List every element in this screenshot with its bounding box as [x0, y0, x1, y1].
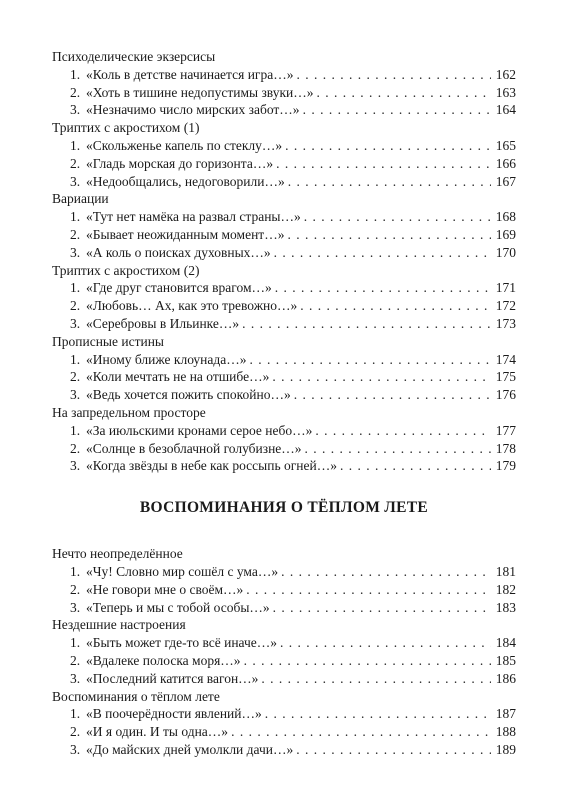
entry-title: «Гладь морская до горизонта…»: [86, 155, 274, 171]
toc-entry: [52, 634, 516, 652]
dot-leader: [280, 634, 491, 652]
entry-page-number: 167: [495, 173, 516, 189]
entry-title: «За июльскими кронами серое небо…»: [86, 422, 313, 438]
entry-number: 3.: [70, 599, 81, 615]
toc-entry: [52, 386, 516, 404]
entry-title: «Бывает неожиданным момент…»: [86, 226, 285, 242]
toc-entry: [52, 670, 516, 688]
dot-leader: [340, 457, 491, 475]
dot-leader: [315, 422, 491, 440]
entry-number: 1.: [70, 137, 81, 153]
entry-number: 1.: [70, 209, 81, 225]
section-heading: ВОСПОМИНАНИЯ О ТЁПЛОМ ЛЕТЕ: [139, 499, 429, 517]
dot-leader: [242, 315, 491, 333]
toc-section-title: Воспоминания о тёплом лете: [52, 688, 220, 704]
entry-title: «Когда звёзды в небе как россыпь огней…»: [86, 458, 337, 474]
toc-entry: [52, 208, 516, 226]
dot-leader: [265, 705, 491, 723]
toc-section-title: Нездешние настроения: [52, 617, 186, 633]
entry-number: 3.: [70, 315, 81, 331]
entry-title: «Теперь и мы с тобой особы…»: [86, 599, 270, 615]
entry-number: 2.: [70, 581, 81, 597]
entry-page-number: 185: [495, 652, 516, 668]
entry-page-number: 171: [495, 280, 516, 296]
entry-number: 2.: [70, 369, 81, 385]
toc-section-title: На запредельном просторе: [52, 404, 206, 420]
dot-leader: [285, 137, 491, 155]
entry-page-number: 162: [495, 66, 516, 82]
entry-page-number: 184: [495, 635, 516, 651]
entry-title: «Коли мечтать не на отшибе…»: [86, 369, 270, 385]
entry-title: «Коль в детстве начинается игра…»: [86, 66, 294, 82]
dot-leader: [276, 155, 491, 173]
entry-title: «Быть может где-то всё иначе…»: [86, 635, 278, 651]
toc-part-2: [52, 545, 516, 759]
dot-leader: [281, 563, 491, 581]
dot-leader: [275, 279, 491, 297]
entry-number: 3.: [70, 102, 81, 118]
toc-entry: [52, 173, 516, 191]
toc-entry: [52, 563, 516, 581]
entry-title: «Ведь хочется пожить спокойно…»: [86, 387, 291, 403]
toc-entry: [52, 741, 516, 759]
entry-number: 2.: [70, 226, 81, 242]
toc-section-title: Триптих с акростихом (2): [52, 262, 200, 278]
entry-number: 1.: [70, 351, 81, 367]
toc-entry: [52, 705, 516, 723]
entry-title: «А коль о поисках духовных…»: [86, 244, 271, 260]
toc-part-1: [52, 48, 516, 475]
entry-title: «Солнце в безоблачной голубизне…»: [86, 440, 302, 456]
toc-entry: [52, 652, 516, 670]
entry-title: «Иному ближе клоунада…»: [86, 351, 247, 367]
entry-number: 1.: [70, 422, 81, 438]
dot-leader: [300, 297, 491, 315]
dot-leader: [287, 226, 491, 244]
table-of-contents: [52, 48, 516, 759]
dot-leader: [246, 581, 491, 599]
dot-leader: [296, 741, 491, 759]
entry-page-number: 177: [495, 422, 516, 438]
entry-page-number: 183: [495, 599, 516, 615]
entry-page-number: 189: [495, 741, 516, 757]
entry-page-number: 170: [495, 244, 516, 260]
entry-page-number: 166: [495, 155, 516, 171]
toc-entry: [52, 101, 516, 119]
entry-number: 3.: [70, 387, 81, 403]
entry-number: 3.: [70, 670, 81, 686]
entry-number: 2.: [70, 84, 81, 100]
entry-page-number: 165: [495, 137, 516, 153]
dot-leader: [273, 599, 491, 617]
entry-title: «Тут нет намёка на развал страны…»: [86, 209, 301, 225]
entry-page-number: 178: [495, 440, 516, 456]
entry-page-number: 172: [495, 298, 516, 314]
entry-page-number: 179: [495, 458, 516, 474]
toc-entry: [52, 599, 516, 617]
dot-leader: [272, 368, 491, 386]
entry-title: «В поочерёдности явлений…»: [86, 706, 262, 722]
entry-title: «И я один. И ты одна…»: [86, 724, 229, 740]
entry-number: 3.: [70, 741, 81, 757]
toc-entry: [52, 723, 516, 741]
entry-number: 2.: [70, 298, 81, 314]
entry-page-number: 186: [495, 670, 516, 686]
toc-entry: [52, 440, 516, 458]
entry-number: 2.: [70, 652, 81, 668]
dot-leader: [317, 84, 491, 102]
entry-title: «Последний катится вагон…»: [86, 670, 259, 686]
entry-page-number: 182: [495, 581, 516, 597]
entry-title: «Чу! Словно мир сошёл с ума…»: [86, 563, 279, 579]
entry-title: «Любовь… Ах, как это тревожно…»: [86, 298, 298, 314]
entry-number: 1.: [70, 563, 81, 579]
dot-leader: [261, 670, 491, 688]
toc-section-title: Триптих с акростихом (1): [52, 120, 200, 136]
entry-title: «Недообщались, недоговорили…»: [86, 173, 285, 189]
toc-entry: [52, 315, 516, 333]
entry-title: «Вдалеке полоска моря…»: [86, 652, 241, 668]
toc-entry: [52, 155, 516, 173]
entry-page-number: 169: [495, 226, 516, 242]
entry-page-number: 174: [495, 351, 516, 367]
entry-page-number: 187: [495, 706, 516, 722]
dot-leader: [294, 386, 491, 404]
entry-number: 1.: [70, 66, 81, 82]
dot-leader: [296, 66, 491, 84]
entry-title: «Скольженье капель по стеклу…»: [86, 137, 283, 153]
entry-number: 2.: [70, 440, 81, 456]
entry-page-number: 181: [495, 563, 516, 579]
toc-section-title: Психоделические экзерсисы: [52, 49, 216, 64]
entry-page-number: 173: [495, 315, 516, 331]
dot-leader: [305, 440, 491, 458]
toc-entry: [52, 244, 516, 262]
toc-section-title: Вариации: [52, 191, 109, 207]
entry-number: 1.: [70, 280, 81, 296]
dot-leader: [244, 652, 491, 670]
toc-entry: [52, 137, 516, 155]
entry-title: «Не говори мне о своём…»: [86, 581, 244, 597]
entry-page-number: 176: [495, 387, 516, 403]
entry-title: «Хоть в тишине недопустимы звуки…»: [86, 84, 314, 100]
entry-page-number: 175: [495, 369, 516, 385]
entry-number: 3.: [70, 244, 81, 260]
entry-page-number: 164: [495, 102, 516, 118]
dot-leader: [274, 244, 491, 262]
entry-page-number: 168: [495, 209, 516, 225]
toc-section-title: Прописные истины: [52, 333, 164, 349]
dot-leader: [303, 101, 491, 119]
toc-entry: [52, 84, 516, 102]
toc-entry: [52, 279, 516, 297]
toc-section-title: Нечто неопределённое: [52, 546, 183, 562]
entry-title: «До майских дней умолкли дачи…»: [86, 741, 294, 757]
dot-leader: [250, 351, 491, 369]
toc-entry: [52, 297, 516, 315]
dot-leader: [231, 723, 491, 741]
entry-title: «Незначимо число мирских забот…»: [86, 102, 300, 118]
toc-entry: [52, 457, 516, 475]
toc-entry: [52, 66, 516, 84]
entry-number: 3.: [70, 173, 81, 189]
entry-number: 2.: [70, 155, 81, 171]
entry-page-number: 188: [495, 724, 516, 740]
entry-number: 1.: [70, 706, 81, 722]
entry-page-number: 163: [495, 84, 516, 100]
toc-entry: [52, 422, 516, 440]
entry-number: 3.: [70, 458, 81, 474]
entry-title: «Серебровы в Ильинке…»: [86, 315, 240, 331]
toc-entry: [52, 226, 516, 244]
dot-leader: [288, 173, 491, 191]
dot-leader: [304, 208, 491, 226]
toc-entry: [52, 351, 516, 369]
entry-number: 2.: [70, 724, 81, 740]
entry-number: 1.: [70, 635, 81, 651]
toc-entry: [52, 368, 516, 386]
entry-title: «Где друг становится врагом…»: [86, 280, 272, 296]
toc-entry: [52, 581, 516, 599]
